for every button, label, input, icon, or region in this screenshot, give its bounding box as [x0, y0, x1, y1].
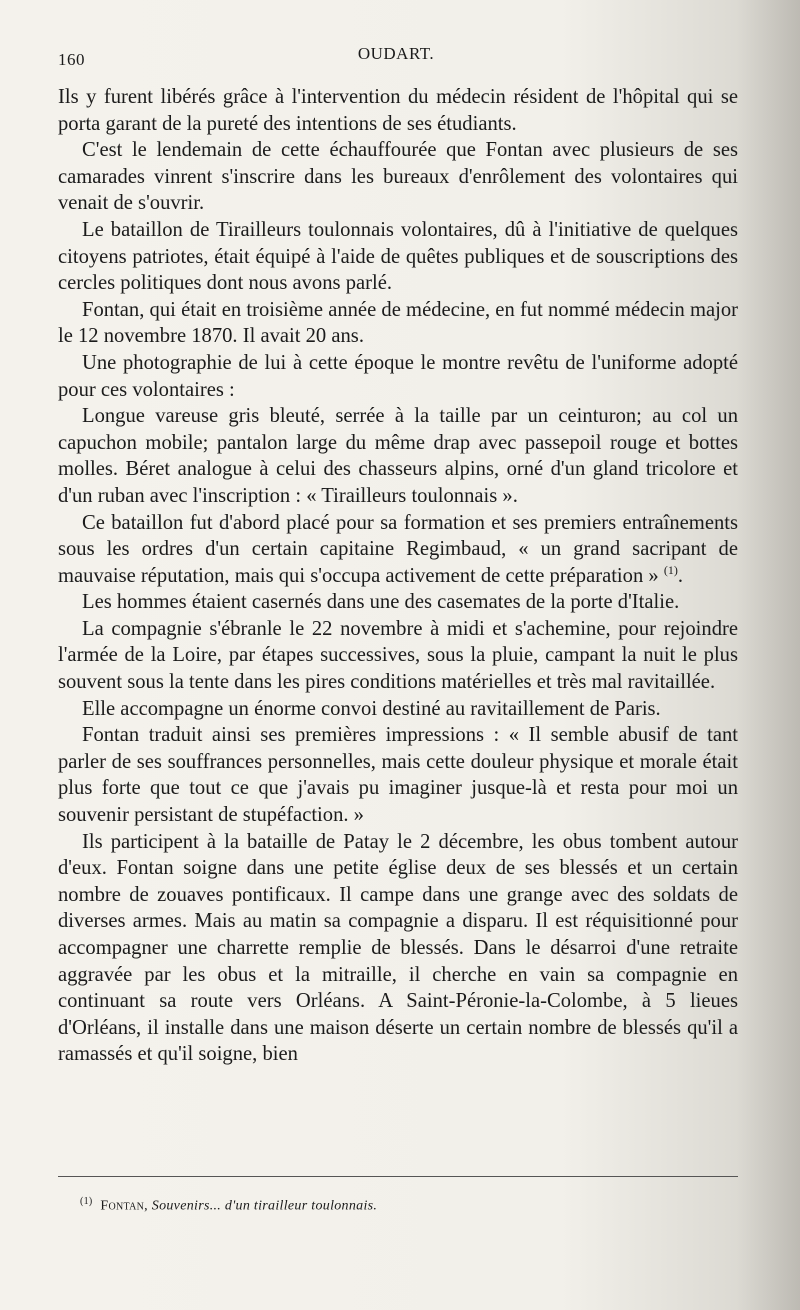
paragraph: Le bataillon de Tirailleurs toulonnais volontaires, dû à l'initiative de quelques citoyens patriotes, était équipé à l'aide de quêtes publiques et de souscriptions des cercles politiques dont nous avons parlé.: [58, 218, 738, 295]
paragraph-end: .: [677, 564, 684, 587]
body-text: [58, 84, 738, 1068]
footnote: [80, 1196, 730, 1215]
paragraph: Ils participent à la bataille de Patay le 2 décembre, les obus tombent autour d'eux. Fontan soigne dans une petite église deux de ses blessés et un certain nombre de zouaves pontificaux. Il campe dans une grange avec des soldats de diverses armes. Mais au matin sa compagnie a disparu. Il est réquisitionné pour accompagner une charrette remplie de blessés. Dans le désarroi d'une retraite aggravée par les obus et la mitraille, il cherche en vain sa compagnie en continuant sa route vers Orléans. A Saint-Péronie-la-Colombe, à 5 lieues d'Orléans, il installe dans une maison déserte un certain nombre de blessés qu'il a ramassés et qu'il soigne, bien: [58, 830, 738, 1066]
paragraph: Fontan, qui était en troisième année de médecine, en fut nommé médecin major le 12 novembre 1870. Il avait 20 ans.: [58, 298, 738, 348]
paragraph: Ils y furent libérés grâce à l'intervention du médecin résident de l'hôpital qui se porta garant de la pureté des intentions de ses étudiants.: [58, 86, 738, 135]
footnote-author: Fontan,: [100, 1198, 148, 1214]
footnote-mark: (1): [80, 1196, 93, 1207]
page-number: 160: [58, 50, 85, 69]
footnote-divider: [58, 1176, 738, 1177]
footnote-reference: (1): [663, 562, 678, 577]
page-header: [58, 44, 734, 74]
paragraph-text: Ce bataillon fut d'abord placé pour sa formation et ses premiers entraînements sous les ordres d'un certain capitaine Regimbaud, « un grand sacripant de mauvaise réputation, mais qui s'occupa activement de cette préparation »: [58, 511, 738, 587]
footnote-title: Souvenirs...: [151, 1198, 222, 1214]
paragraph: C'est le lendemain de cette échauffourée que Fontan avec plusieurs de ses camarades vinrent s'inscrire dans les bureaux d'enrôlement des volontaires qui venait de s'ouvrir.: [58, 139, 738, 215]
paragraph: Les hommes étaient casernés dans une des casemates de la porte d'Italie.: [82, 591, 680, 614]
paragraph: Une photographie de lui à cette époque le montre revêtu de l'uniforme adopté pour ces volontaires :: [58, 351, 738, 401]
footnote-subtitle: d'un tirailleur toulonnais.: [224, 1198, 378, 1214]
paragraph: La compagnie s'ébranle le 22 novembre à midi et s'achemine, pour rejoindre l'armée de la Loire, par étapes successives, sous la pluie, campant la nuit le plus souvent sous la tente dans les pires conditions matérielles et très mal ravitaillée.: [58, 617, 738, 694]
paragraph: Fontan traduit ainsi ses premières impressions : « Il semble abusif de tant parler de ses souffrances personnelles, mais cette douleur physique et morale était plus forte que tout ce que j'avais pu imaginer jusque-là et resta pour moi un souvenir persistant de stupéfaction. »: [58, 724, 738, 827]
paragraph: Elle accompagne un énorme convoi destiné au ravitaillement de Paris.: [82, 697, 661, 720]
paragraph-with-footnote: [58, 510, 738, 590]
running-head: OUDART.: [357, 44, 435, 63]
paragraph: Longue vareuse gris bleuté, serrée à la taille par un ceinturon; au col un capuchon mobile; pantalon large du même drap avec passepoil rouge et bottes molles. Béret analogue à celui des chasseurs alpins, orné d'un gland tricolore et d'un ruban avec l'inscription : « Tirailleurs toulonnais ».: [58, 405, 738, 507]
